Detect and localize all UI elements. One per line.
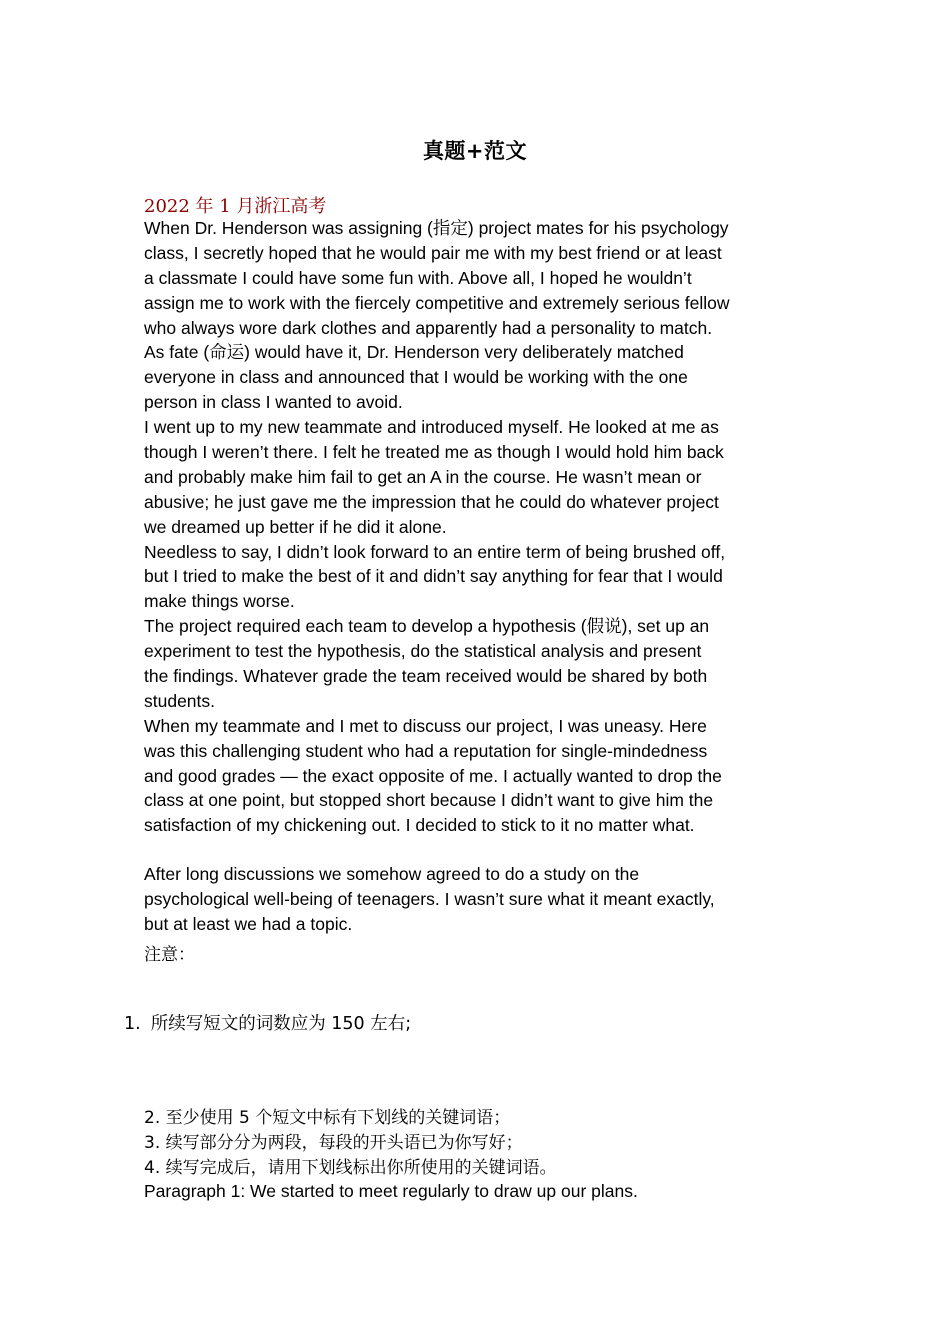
passage-line: I went up to my new teammate and introduced myself. He looked at me as: [144, 417, 719, 438]
passage-line: we dreamed up better if he did it alone.: [144, 516, 447, 537]
passage-line: but I tried to make the best of it and didn’t say anything for fear that I would: [144, 566, 723, 587]
requirements-list: [144, 1106, 557, 1181]
passage-line: satisfaction of my chickening out. I decided to stick to it no matter what.: [144, 815, 695, 836]
passage-line: but at least we had a topic.: [144, 913, 353, 934]
passage-line: students.: [144, 690, 216, 711]
passage-line: and probably make him fail to get an A in the course. He wasn’t mean or: [144, 466, 702, 487]
passage: [144, 216, 824, 838]
requirement-1-number: 1.: [124, 1014, 141, 1034]
note-label: 注意：: [144, 945, 195, 965]
passage-line: Needless to say, I didn’t look forward to an entire term of being brushed off,: [144, 541, 726, 562]
passage-line: class at one point, but stopped short because I didn’t want to give him the: [144, 790, 714, 811]
requirement-item: 4. 续写完成后，请用下划线标出你所使用的关键词语。: [144, 1158, 557, 1178]
paragraph-1-opener: Paragraph 1: We started to meet regularly to draw up our plans.: [144, 1181, 638, 1201]
requirement-item: 3. 续写部分分为两段，每段的开头语已为你写好；: [144, 1133, 523, 1153]
passage-line: assign me to work with the fiercely competitive and extremely serious fellow: [144, 292, 730, 313]
passage-line: who always wore dark clothes and apparently had a personality to match.: [144, 317, 713, 338]
passage-line: As fate (命运) would have it, Dr. Henderson very deliberately matched: [144, 342, 684, 363]
requirement-item: 2. 至少使用 5 个短文中标有下划线的关键词语；: [144, 1108, 511, 1128]
passage-line: everyone in class and announced that I would be working with the one: [144, 367, 688, 388]
passage-line: the findings. Whatever grade the team received would be shared by both: [144, 666, 708, 687]
passage-line: though I weren’t there. I felt he treated me as though I would hold him back: [144, 442, 724, 463]
passage-line: When Dr. Henderson was assigning (指定) project mates for his psychology: [144, 218, 729, 238]
passage-line: make things worse.: [144, 591, 295, 612]
passage-line: After long discussions we somehow agreed to do a study on the: [144, 864, 640, 884]
passage-line: The project required each team to develop a hypothesis (假说), set up an: [144, 616, 710, 637]
passage-line: was this challenging student who had a reputation for single-mindedness: [144, 740, 708, 761]
requirement-1: [124, 1010, 411, 1035]
passage-line: and good grades — the exact opposite of me. I actually wanted to drop the: [144, 765, 722, 786]
passage-line: abusive; he just gave me the impression that he could do whatever project: [144, 491, 719, 512]
passage-line: a classmate I could have some fun with. Above all, I hoped he wouldn’t: [144, 267, 692, 288]
passage-line: experiment to test the hypothesis, do the statistical analysis and present: [144, 641, 702, 662]
page-title: 真题+范文: [422, 139, 528, 163]
passage-line: class, I secretly hoped that he would pair me with my best friend or at least: [144, 242, 722, 263]
requirement-1-text: 所续写短文的词数应为 150 左右;: [150, 1014, 412, 1034]
passage-line: person in class I wanted to avoid.: [144, 392, 403, 413]
passage-continued: [144, 862, 824, 937]
passage-line: psychological well-being of teenagers. I wasn’t sure what it meant exactly,: [144, 888, 715, 909]
passage-line: When my teammate and I met to discuss our project, I was uneasy. Here: [144, 715, 707, 736]
exam-subtitle: 2022 年 1 月浙江高考: [144, 196, 327, 217]
